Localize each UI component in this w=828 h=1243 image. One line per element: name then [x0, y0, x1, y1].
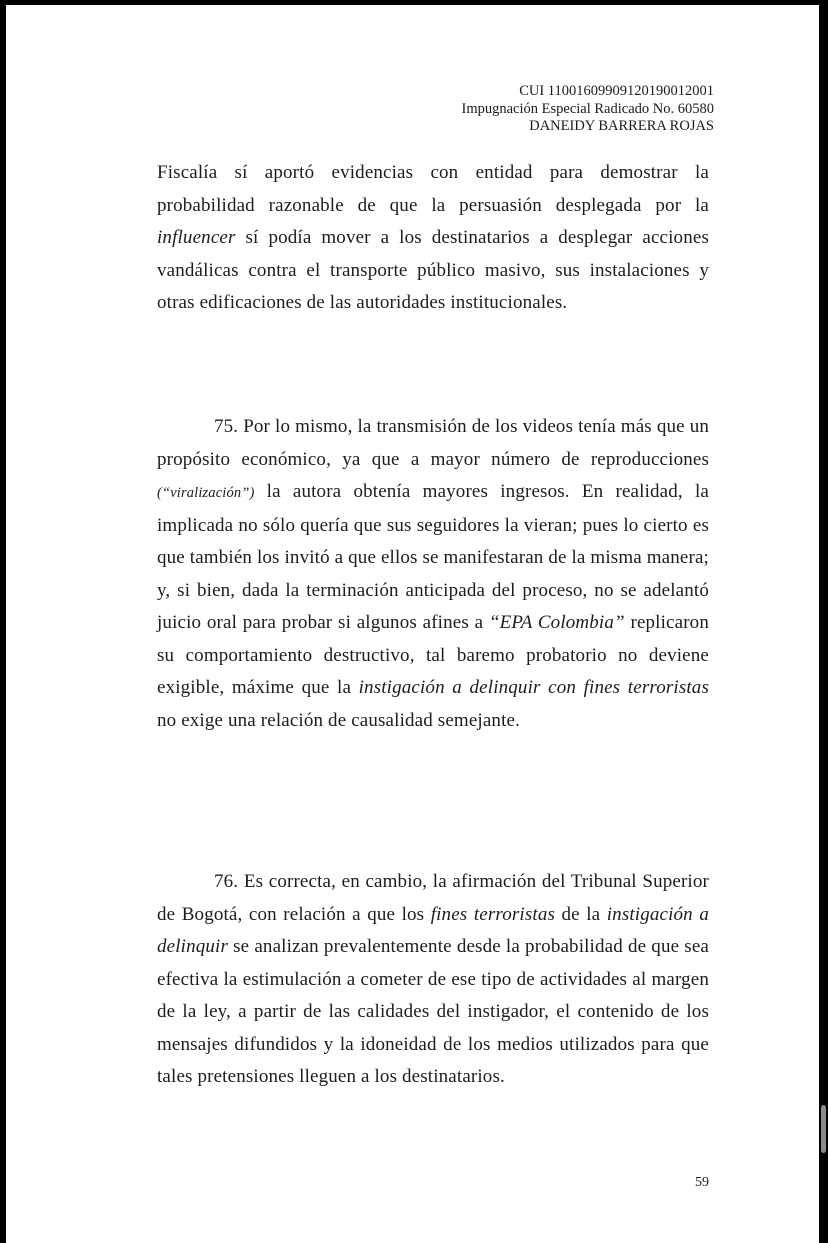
- paragraph-76: [157, 866, 709, 1094]
- text-run: 76. Es correcta, en cambio, la afirmación del Tribunal Superior de Bogotá, con relación a que los: [157, 871, 709, 925]
- text-run: replicaron su comportamiento destructivo, tal baremo probatorio no deviene exigible, máxime que la: [157, 612, 709, 698]
- header-party-name: DANEIDY BARRERA ROJAS: [529, 118, 714, 134]
- page-header: [462, 83, 714, 136]
- header-radicado: Impugnación Especial Radicado No. 60580: [461, 100, 714, 117]
- italic-run: “EPA Colombia”: [488, 612, 625, 633]
- text-run: 75. Por lo mismo, la transmisión de los videos tenía más que un propósito económico, ya que a mayor número de reproducciones: [157, 416, 709, 470]
- vertical-scrollbar[interactable]: [821, 1105, 826, 1153]
- text-run: de la: [555, 903, 607, 925]
- text-run: se analizan prevalentemente desde la probabilidad de que sea efectiva la estimulación a cometer de ese tipo de actividades al margen de la ley, a partir de las calidades del instigador, el contenido de los mensajes difundidos y la idoneidad de los medios utilizados para que tales pretensiones lleguen a los destinatarios.: [157, 936, 709, 1087]
- italic-run: fines terroristas: [430, 903, 556, 925]
- italic-run: influencer: [157, 227, 236, 248]
- text-run: no exige una relación de causalidad semejante.: [157, 709, 520, 731]
- text-run: sí podía mover a los destinatarios a desplegar acciones vandálicas contra el transporte público masivo, sus instalaciones y otras edificaciones de las autoridades institucionales.: [157, 227, 709, 313]
- italic-run: (“viralización”): [157, 485, 255, 501]
- italic-run: instigación a delinquir con fines terroristas: [358, 677, 709, 698]
- italic-run: instigación a delinquir: [157, 903, 709, 957]
- text-run: la autora obtenía mayores ingresos. En realidad, la implicada no sólo quería que sus seguidores la vieran; pues lo cierto es que también los invitó a que ellos se manifestaran de la misma manera; y, si bien, dada la terminación anticipada del proceso, no se adelantó juicio oral para probar si algunos afines a: [157, 481, 709, 633]
- text-run: Fiscalía sí aportó evidencias con entidad para demostrar la probabilidad razonable de que la persuasión desplegada por la: [157, 162, 709, 216]
- document-page: [6, 5, 819, 1243]
- page-number: 59: [695, 1175, 709, 1190]
- header-case-id: CUI 11001609909120190012001: [519, 83, 714, 99]
- paragraph-continuation: [157, 157, 709, 320]
- paragraph-75: [157, 411, 709, 737]
